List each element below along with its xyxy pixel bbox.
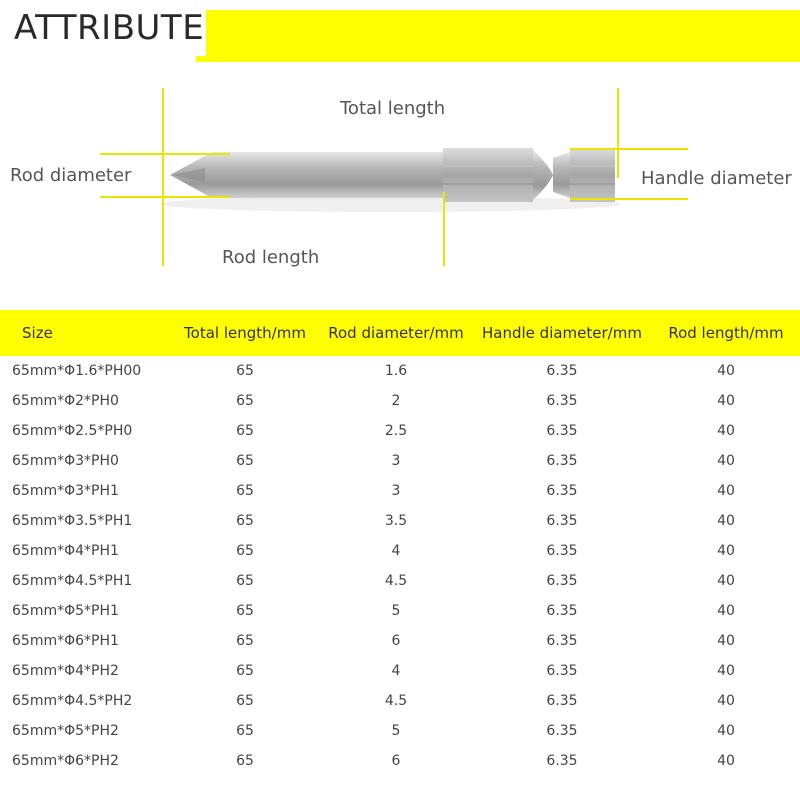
spec-table-container bbox=[0, 310, 800, 776]
cell-size: 65mm*Φ4.5*PH1 bbox=[12, 573, 133, 589]
cell-size: 65mm*Φ5*PH2 bbox=[12, 723, 119, 739]
table-row bbox=[0, 686, 800, 716]
total-length-right-guide bbox=[617, 88, 619, 178]
table-row bbox=[0, 566, 800, 596]
cell-rod-length: 40 bbox=[717, 693, 735, 709]
cell-rod-length: 40 bbox=[717, 603, 735, 619]
cell-handle-diameter: 6.35 bbox=[546, 633, 578, 649]
handle-diameter-bottom-guide bbox=[570, 198, 688, 200]
cell-total-length: 65 bbox=[236, 393, 254, 409]
cell-total-length: 65 bbox=[236, 693, 254, 709]
cell-size: 65mm*Φ3*PH1 bbox=[12, 483, 119, 499]
rod-diameter-top-guide bbox=[100, 153, 230, 155]
cell-size: 65mm*Φ5*PH1 bbox=[12, 603, 119, 619]
cell-handle-diameter: 6.35 bbox=[546, 543, 578, 559]
header-title-box bbox=[0, 0, 206, 56]
cell-rod-diameter: 5 bbox=[391, 603, 401, 619]
cell-rod-length: 40 bbox=[717, 393, 735, 409]
cell-rod-diameter: 4.5 bbox=[384, 573, 408, 589]
cell-size: 65mm*Φ3.5*PH1 bbox=[12, 513, 133, 529]
rod-diameter-label: Rod diameter bbox=[10, 165, 132, 186]
rod-length-label: Rod length bbox=[222, 247, 320, 268]
cell-rod-length: 40 bbox=[717, 753, 735, 769]
cell-rod-length: 40 bbox=[717, 423, 735, 439]
cell-size: 65mm*Φ4.5*PH2 bbox=[12, 693, 133, 709]
cell-total-length: 65 bbox=[236, 363, 254, 379]
cell-rod-diameter: 3 bbox=[391, 453, 401, 469]
cell-rod-length: 40 bbox=[717, 483, 735, 499]
cell-total-length: 65 bbox=[236, 723, 254, 739]
cell-handle-diameter: 6.35 bbox=[546, 423, 578, 439]
cell-total-length: 65 bbox=[236, 513, 254, 529]
column-header-size: Size bbox=[22, 324, 53, 342]
cell-size: 65mm*Φ2.5*PH0 bbox=[12, 423, 133, 439]
cell-rod-diameter: 1.6 bbox=[384, 363, 408, 379]
cell-size: 65mm*Φ2*PH0 bbox=[12, 393, 119, 409]
cell-size: 65mm*Φ1.6*PH00 bbox=[12, 363, 142, 379]
cell-rod-length: 40 bbox=[717, 543, 735, 559]
cell-handle-diameter: 6.35 bbox=[546, 483, 578, 499]
cell-total-length: 65 bbox=[236, 543, 254, 559]
column-header-rod-diameter: Rod diameter/mm bbox=[328, 324, 464, 342]
bit-dimension-diagram bbox=[0, 80, 800, 280]
table-row bbox=[0, 386, 800, 416]
cell-total-length: 65 bbox=[236, 573, 254, 589]
cell-size: 65mm*Φ4*PH1 bbox=[12, 543, 119, 559]
cell-handle-diameter: 6.35 bbox=[546, 453, 578, 469]
table-row bbox=[0, 746, 800, 776]
cell-total-length: 65 bbox=[236, 663, 254, 679]
cell-rod-length: 40 bbox=[717, 513, 735, 529]
cell-rod-diameter: 2.5 bbox=[384, 423, 408, 439]
cell-handle-diameter: 6.35 bbox=[546, 603, 578, 619]
total-length-left-guide bbox=[162, 88, 164, 266]
cell-handle-diameter: 6.35 bbox=[546, 573, 578, 589]
header-bar bbox=[0, 0, 800, 52]
cell-rod-diameter: 4 bbox=[391, 663, 401, 679]
cell-rod-length: 40 bbox=[717, 723, 735, 739]
page-title: ATTRIBUTE bbox=[14, 8, 205, 48]
cell-total-length: 65 bbox=[236, 453, 254, 469]
cell-total-length: 65 bbox=[236, 483, 254, 499]
cell-size: 65mm*Φ4*PH2 bbox=[12, 663, 119, 679]
cell-rod-length: 40 bbox=[717, 663, 735, 679]
cell-handle-diameter: 6.35 bbox=[546, 753, 578, 769]
table-row bbox=[0, 656, 800, 686]
table-row bbox=[0, 716, 800, 746]
cell-handle-diameter: 6.35 bbox=[546, 663, 578, 679]
table-header-row bbox=[0, 310, 800, 356]
cell-rod-diameter: 6 bbox=[391, 633, 401, 649]
cell-rod-length: 40 bbox=[717, 573, 735, 589]
cell-rod-diameter: 3.5 bbox=[384, 513, 408, 529]
table-row bbox=[0, 536, 800, 566]
column-header-handle-diameter: Handle diameter/mm bbox=[482, 324, 642, 342]
cell-handle-diameter: 6.35 bbox=[546, 513, 578, 529]
cell-rod-length: 40 bbox=[717, 363, 735, 379]
table-row bbox=[0, 446, 800, 476]
cell-handle-diameter: 6.35 bbox=[546, 693, 578, 709]
spec-table bbox=[0, 310, 800, 776]
header-accent-stripe bbox=[196, 10, 800, 62]
cell-handle-diameter: 6.35 bbox=[546, 393, 578, 409]
table-row bbox=[0, 596, 800, 626]
cell-size: 65mm*Φ3*PH0 bbox=[12, 453, 119, 469]
cell-rod-length: 40 bbox=[717, 633, 735, 649]
table-row bbox=[0, 626, 800, 656]
cell-rod-diameter: 3 bbox=[391, 483, 401, 499]
cell-size: 65mm*Φ6*PH2 bbox=[12, 753, 119, 769]
column-header-total-length: Total length/mm bbox=[184, 324, 306, 342]
table-row bbox=[0, 356, 800, 386]
cell-rod-diameter: 5 bbox=[391, 723, 401, 739]
cell-handle-diameter: 6.35 bbox=[546, 723, 578, 739]
table-row bbox=[0, 476, 800, 506]
table-row bbox=[0, 416, 800, 446]
cell-rod-diameter: 2 bbox=[391, 393, 401, 409]
cell-rod-diameter: 4 bbox=[391, 543, 401, 559]
total-length-label: Total length bbox=[340, 98, 446, 119]
cell-handle-diameter: 6.35 bbox=[546, 363, 578, 379]
handle-diameter-label: Handle diameter bbox=[641, 168, 792, 189]
cell-rod-diameter: 6 bbox=[391, 753, 401, 769]
table-row bbox=[0, 506, 800, 536]
column-header-rod-length: Rod length/mm bbox=[668, 324, 784, 342]
cell-total-length: 65 bbox=[236, 603, 254, 619]
cell-total-length: 65 bbox=[236, 753, 254, 769]
cell-rod-diameter: 4.5 bbox=[384, 693, 408, 709]
cell-size: 65mm*Φ6*PH1 bbox=[12, 633, 119, 649]
rod-length-right-guide bbox=[443, 192, 445, 266]
rod-diameter-bottom-guide bbox=[100, 196, 230, 198]
cell-total-length: 65 bbox=[236, 633, 254, 649]
handle-diameter-top-guide bbox=[570, 148, 688, 150]
cell-rod-length: 40 bbox=[717, 453, 735, 469]
cell-total-length: 65 bbox=[236, 423, 254, 439]
